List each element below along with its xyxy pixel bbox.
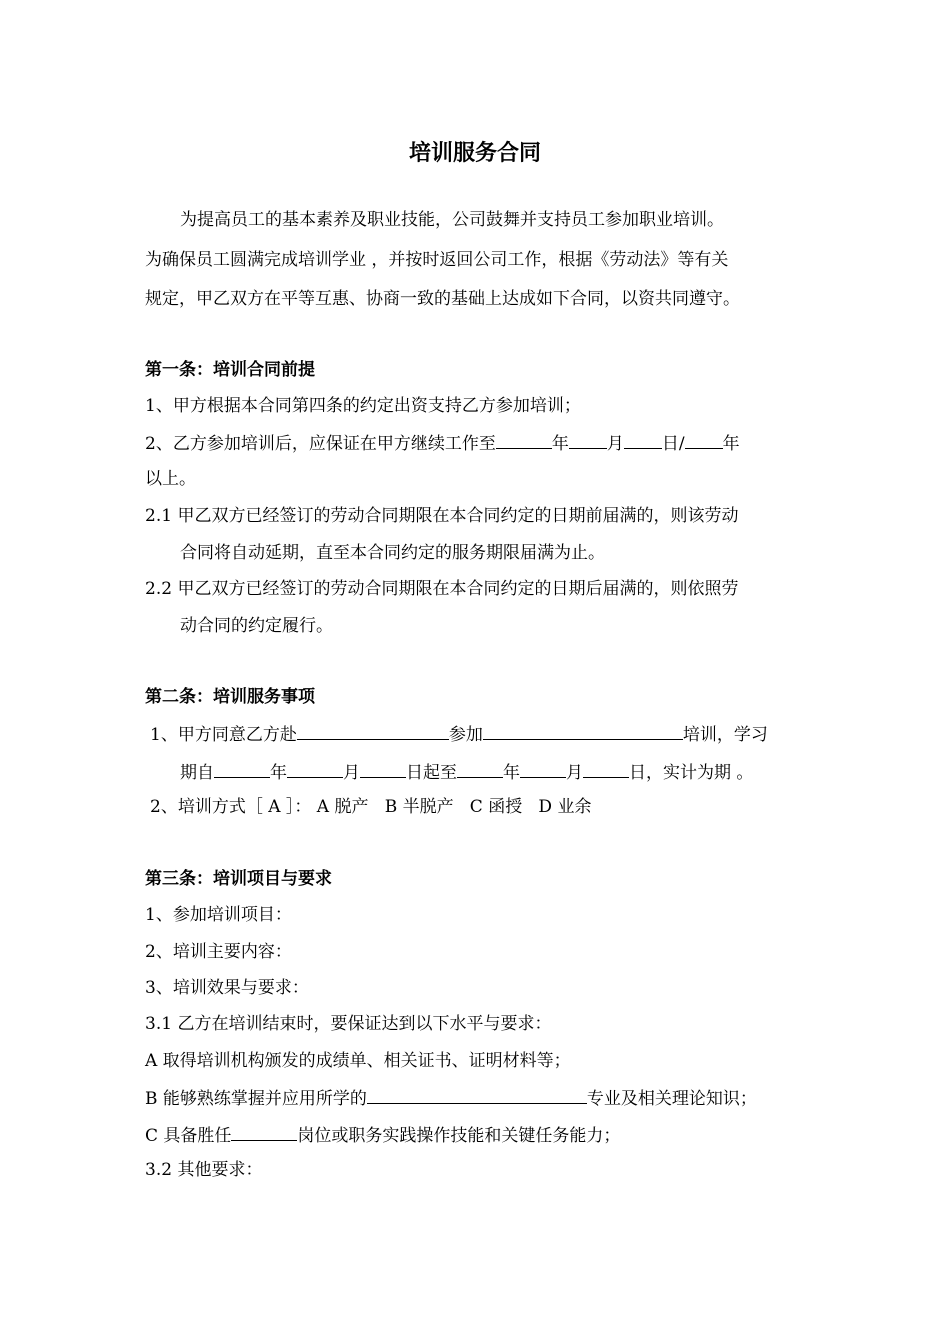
start-year-blank[interactable] <box>214 759 270 778</box>
period-label: 期自 <box>180 763 214 783</box>
item-2-prefix: 2、乙方参加培训后，应保证在甲方继续工作至 <box>145 434 496 454</box>
end-year-blank[interactable] <box>457 759 503 778</box>
item-c-suffix: 岗位或职务实践操作技能和关键任务能力； <box>297 1126 621 1146</box>
article-1-item-2-2-line-1: 2.2 甲乙双方已经签订的劳动合同期限在本合同约定的日期后届满的，则依照劳 <box>145 579 739 599</box>
day-label: 日/ <box>661 434 685 454</box>
year-blank[interactable] <box>496 430 552 449</box>
end-day-blank[interactable] <box>583 759 629 778</box>
article-2-item-1-period <box>180 759 753 785</box>
attend-label: 参加 <box>448 725 483 745</box>
start-month-blank[interactable] <box>287 759 343 778</box>
intro-line-3: 规定，甲乙双方在平等互惠、协商一致的基础上达成如下合同，以资共同遵守。 <box>145 289 740 309</box>
start-day-label: 日起至 <box>406 763 457 783</box>
article-3-item-2: 2、培训主要内容： <box>145 942 292 962</box>
article-1-item-2-cont: 以上。 <box>145 469 196 489</box>
article-3-item-a: A 取得培训机构颁发的成绩单、相关证书、证明材料等； <box>145 1051 571 1071</box>
month-blank[interactable] <box>569 430 607 449</box>
article-2-heading: 第二条：培训服务事项 <box>145 687 315 707</box>
end-month-label: 月 <box>566 763 583 783</box>
year2-label: 年 <box>722 434 740 454</box>
article-3-heading: 第三条：培训项目与要求 <box>145 869 332 889</box>
item-1-suffix: 培训，学习 <box>682 725 768 745</box>
article-3-item-3-1: 3.1 乙方在培训结束时，要保证达到以下水平与要求： <box>145 1014 552 1034</box>
end-day-label: 日，实计为期 。 <box>629 763 754 783</box>
end-year-label: 年 <box>503 763 520 783</box>
month-label: 月 <box>606 434 624 454</box>
intro-line-2: 为确保员工圆满完成培训学业 ，并按时返回公司工作，根据《劳动法》等有关 <box>145 250 729 270</box>
article-1-item-2-1-line-1: 2.1 甲乙双方已经签订的劳动合同期限在本合同约定的日期前届满的，则该劳动 <box>145 506 739 526</box>
end-month-blank[interactable] <box>520 759 566 778</box>
item-1-prefix: 1、甲方同意乙方赴 <box>150 725 297 745</box>
article-2-item-1 <box>150 721 768 747</box>
year2-blank[interactable] <box>685 430 723 449</box>
intro-line-1: 为提高员工的基本素养及职业技能，公司鼓舞并支持员工参加职业培训。 <box>180 210 724 230</box>
article-1-heading: 第一条：培训合同前提 <box>145 360 315 380</box>
year-label: 年 <box>551 434 569 454</box>
major-blank[interactable] <box>367 1085 587 1104</box>
destination-blank[interactable] <box>297 721 449 740</box>
article-3-item-3: 3、培训效果与要求： <box>145 978 309 998</box>
start-year-label: 年 <box>270 763 287 783</box>
article-1-item-2-2-line-2: 动合同的约定履行。 <box>180 616 333 636</box>
position-blank[interactable] <box>231 1122 297 1141</box>
article-1-item-2 <box>145 430 740 456</box>
start-day-blank[interactable] <box>360 759 406 778</box>
article-1-item-1: 1、甲方根据本合同第四条的约定出资支持乙方参加培训； <box>145 396 581 416</box>
training-name-blank[interactable] <box>483 721 683 740</box>
article-2-item-2: 2、培训方式［ A ］： A 脱产 B 半脱产 C 函授 D 业余 <box>150 797 592 817</box>
article-3-item-3-2: 3.2 其他要求： <box>145 1160 263 1180</box>
start-month-label: 月 <box>343 763 360 783</box>
item-b-prefix: B 能够熟练掌握并应用所学的 <box>145 1089 367 1109</box>
document-title: 培训服务合同 <box>408 140 541 166</box>
article-1-item-2-1-line-2: 合同将自动延期，直至本合同约定的服务期限届满为止。 <box>180 543 605 563</box>
article-3-item-c <box>145 1122 620 1148</box>
item-c-prefix: C 具备胜任 <box>145 1126 232 1146</box>
article-3-item-1: 1、参加培训项目： <box>145 905 292 925</box>
article-3-item-b <box>145 1085 757 1111</box>
day-blank[interactable] <box>624 430 662 449</box>
item-b-suffix: 专业及相关理论知识； <box>586 1089 757 1109</box>
